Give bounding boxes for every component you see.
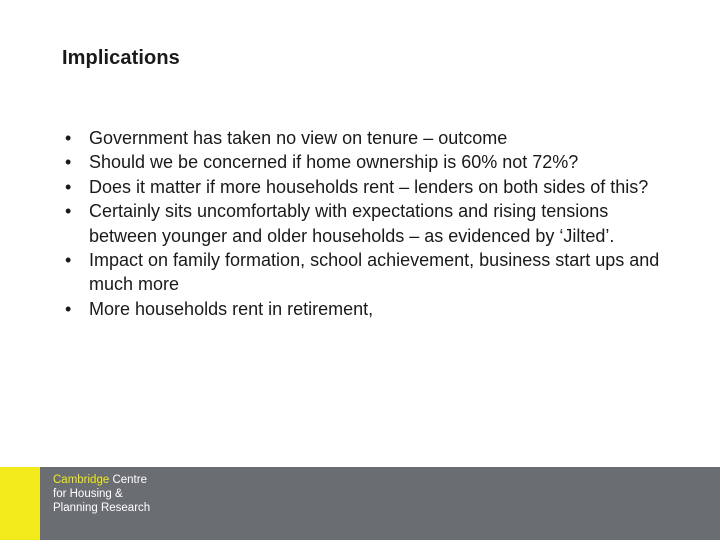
logo-line-1-rest: Centre — [109, 474, 147, 486]
logo-line-2: for Housing & — [53, 488, 123, 500]
logo-line-3: Planning Research — [53, 502, 151, 514]
bullet-icon: • — [65, 201, 72, 222]
bullet-item — [62, 199, 672, 248]
footer-bar — [0, 467, 720, 540]
bullet-item — [62, 297, 672, 321]
bullet-text: Does it matter if more households rent – lenders on both sides of this? — [89, 176, 649, 197]
yellow-accent-block — [0, 467, 40, 540]
bullet-text: More households rent in retirement, — [89, 298, 374, 319]
bullet-icon: • — [65, 298, 72, 319]
bullet-item — [62, 248, 672, 297]
bullet-icon: • — [65, 128, 72, 148]
bullet-text: Impact on family formation, school achievement, business start ups and much more — [89, 250, 660, 295]
bullet-text: Should we be concerned if home ownership is 60% not 72%? — [89, 152, 579, 173]
bullet-icon: • — [65, 176, 72, 197]
bullet-item — [62, 175, 672, 199]
bullet-item — [62, 150, 672, 174]
bullet-list — [62, 126, 672, 321]
slide-title: Implications — [62, 47, 180, 69]
bullet-icon: • — [65, 250, 72, 271]
bullet-item — [62, 126, 672, 150]
bullet-text: Government has taken no view on tenure – outcome — [89, 128, 508, 148]
organization-logo — [53, 473, 150, 515]
logo-line-1 — [53, 473, 150, 487]
bullet-text: Certainly sits uncomfortably with expectations and rising tensions between younger and older households – as evidenced by ‘Jilted’. — [89, 201, 615, 246]
logo-brand: Cambridge — [53, 474, 110, 486]
bullet-icon: • — [65, 152, 72, 173]
